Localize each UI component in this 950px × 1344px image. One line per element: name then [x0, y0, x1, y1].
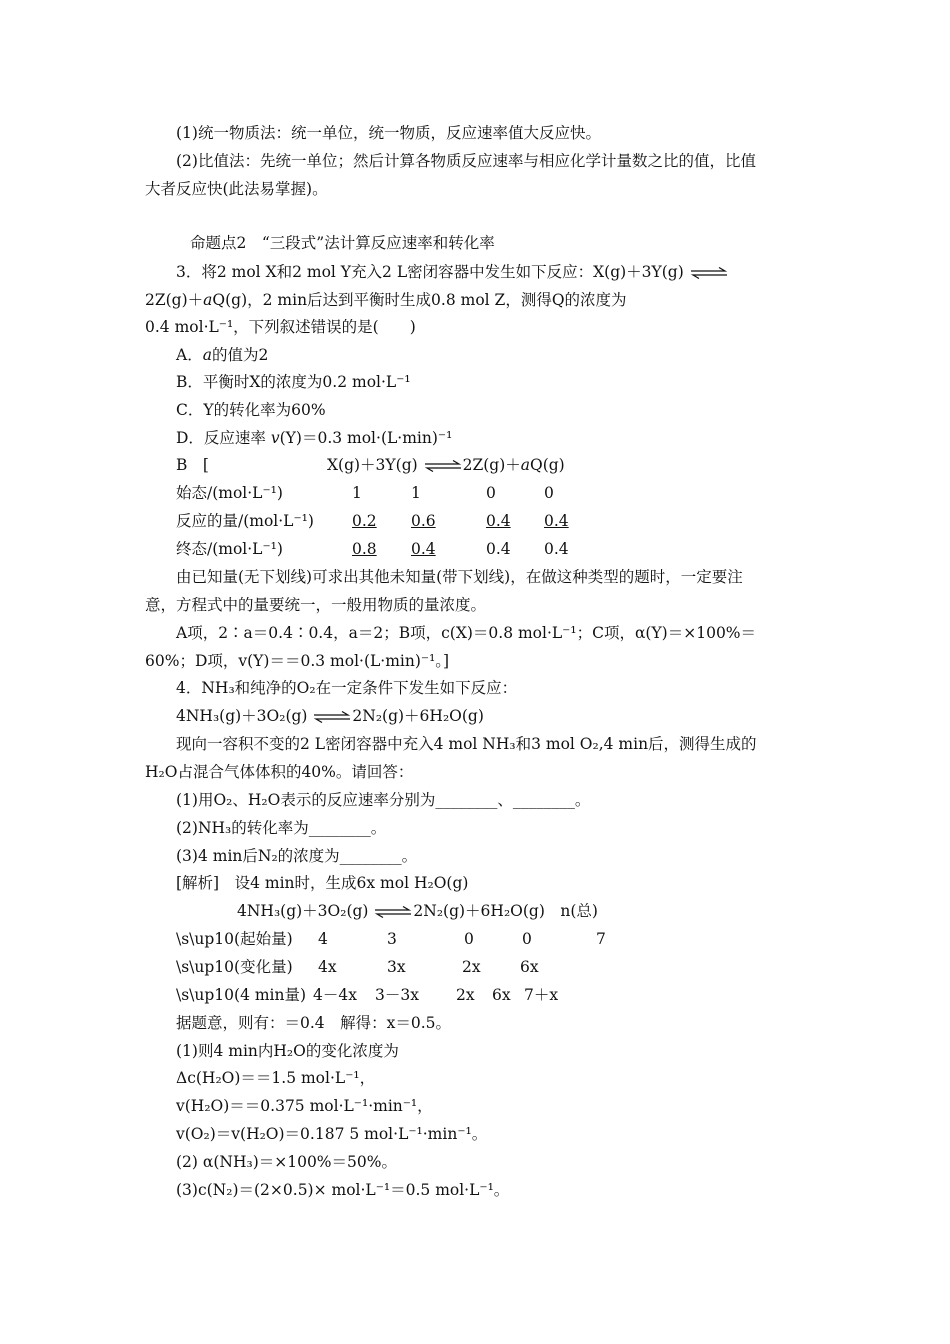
table-cell: 2x [462, 958, 481, 976]
equilibrium-arrow-icon [373, 906, 413, 918]
q3-option-a: A．a的值为2 [176, 346, 269, 364]
table-cell: 7 [596, 930, 606, 948]
q4-solution-line8: (3)c(N₂)＝(2×0.5)× mol·L⁻¹＝0.5 mol·L⁻¹。 [176, 1181, 510, 1199]
equilibrium-arrow-icon [312, 711, 352, 723]
method-2-line2: 大者反应快(此法易掌握)。 [145, 180, 328, 198]
table-cell: 0.4 [411, 540, 436, 558]
table-cell: 4－4x [313, 986, 357, 1004]
q3-explanation-line2: 60%；D项，v(Y)＝＝0.3 mol·(L·min)⁻¹。] [145, 652, 450, 670]
table-cell: 4x [318, 958, 337, 976]
q4-stem-line3: H₂O占混合气体体积的40%。请回答： [145, 763, 414, 781]
table-cell: 0.4 [486, 540, 511, 558]
q3-stem-line3: 0.4 mol·L⁻¹，下列叙述错误的是( ) [145, 318, 416, 336]
q4-solution-line7: (2) α(NH₃)＝×100%＝50%。 [176, 1153, 397, 1171]
table-row-label: 反应的量/(mol·L⁻¹) [176, 512, 314, 530]
table-cell: 0.6 [411, 512, 436, 530]
q4-solution-equation: 4NH₃(g)＋3O₂(g) 2N₂(g)＋6H₂O(g) n(总) [237, 902, 598, 920]
q3-option-d: D．反应速率 v(Y)＝0.3 mol·(L·min)⁻¹ [176, 429, 453, 447]
equilibrium-arrow-icon [689, 267, 729, 279]
method-1: (1)统一物质法：统一单位，统一物质，反应速率值大反应快。 [176, 124, 601, 142]
q3-stem-line1: 3．将2 mol X和2 mol Y充入2 L密闭容器中发生如下反应：X(g)＋3Y(g) [176, 262, 729, 282]
table-cell: 0.4 [544, 512, 569, 530]
table-cell: 0.2 [352, 512, 377, 530]
q4-subquestion-1: (1)用O₂、H₂O表示的反应速率分别为________、________。 [176, 791, 591, 809]
table-row-label: \s\up10(起始量) [176, 930, 293, 948]
table-row-label: 终态/(mol·L⁻¹) [176, 540, 283, 558]
q4-solution-intro: [解析] 设4 min时，生成6x mol H₂O(g) [176, 874, 469, 892]
table-cell: 1 [411, 484, 421, 502]
q4-stem-line2: 现向一容积不变的2 L密闭容器中充入4 mol NH₃和3 mol O₂,4 min后，测得生成的 [176, 735, 757, 753]
section-title: 命题点2 “三段式”法计算反应速率和转化率 [190, 234, 495, 252]
q3-option-c: C．Y的转化率为60% [176, 401, 326, 419]
table-cell: 1 [352, 484, 362, 502]
table-cell: 3x [387, 958, 406, 976]
table-row-label: 始态/(mol·L⁻¹) [176, 484, 283, 502]
table-cell: 7＋x [524, 986, 559, 1004]
table-cell: 3 [387, 930, 397, 948]
q3-note-line2: 意，方程式中的量要统一，一般用物质的量浓度。 [145, 596, 487, 614]
table-cell: 0 [522, 930, 532, 948]
table-cell: 0.4 [486, 512, 511, 530]
table-cell: 0.8 [352, 540, 377, 558]
q4-stem-line1: 4．NH₃和纯净的O₂在一定条件下发生如下反应： [176, 679, 518, 697]
table-cell: 4 [318, 930, 328, 948]
table-row-label: \s\up10(4 min量) [176, 986, 307, 1004]
q3-option-b: B．平衡时X的浓度为0.2 mol·L⁻¹ [176, 373, 411, 391]
q4-subquestion-2: (2)NH₃的转化率为________。 [176, 819, 387, 837]
q3-explanation-line1: A项，2∶a＝0.4∶0.4，a＝2；B项，c(X)＝0.8 mol·L⁻¹；C项，α(Y)＝×100%＝ [176, 624, 757, 642]
q4-subquestion-3: (3)4 min后N₂的浓度为________。 [176, 847, 418, 865]
q4-solution-line2: 据题意，则有：＝0.4 解得：x＝0.5。 [176, 1014, 452, 1032]
table-cell: 3－3x [375, 986, 419, 1004]
q4-equation: 4NH₃(g)＋3O₂(g) 2N₂(g)＋6H₂O(g) [176, 707, 484, 725]
table-cell: 2x [456, 986, 475, 1004]
q4-solution-line4: Δc(H₂O)＝＝1.5 mol·L⁻¹， [176, 1069, 376, 1087]
table-cell: 0 [464, 930, 474, 948]
q3-note-line1: 由已知量(无下划线)可求出其他未知量(带下划线)，在做这种类型的题时，一定要注 [176, 568, 743, 586]
q3-stem-line2: 2Z(g)＋aQ(g)，2 min后达到平衡时生成0.8 mol Z，测得Q的浓度为 [145, 291, 627, 309]
q3-answer-label: B [ [176, 456, 209, 474]
q4-solution-line5: v(H₂O)＝＝0.375 mol·L⁻¹·min⁻¹， [176, 1097, 433, 1115]
table-cell: 6x [520, 958, 539, 976]
equilibrium-arrow-icon [423, 460, 463, 472]
q4-solution-line6: v(O₂)＝v(H₂O)＝0.187 5 mol·L⁻¹·min⁻¹。 [176, 1125, 488, 1143]
table-cell: 6x [492, 986, 511, 1004]
method-2-line1: (2)比值法：先统一单位；然后计算各物质反应速率与相应化学计量数之比的值，比值 [176, 152, 756, 170]
table-row-label: \s\up10(变化量) [176, 958, 293, 976]
q4-solution-line3: (1)则4 min内H₂O的变化浓度为 [176, 1042, 399, 1060]
table-cell: 0.4 [544, 540, 569, 558]
q3-answer-equation: X(g)＋3Y(g) 2Z(g)＋aQ(g) [327, 456, 565, 474]
table-cell: 0 [486, 484, 496, 502]
table-cell: 0 [544, 484, 554, 502]
